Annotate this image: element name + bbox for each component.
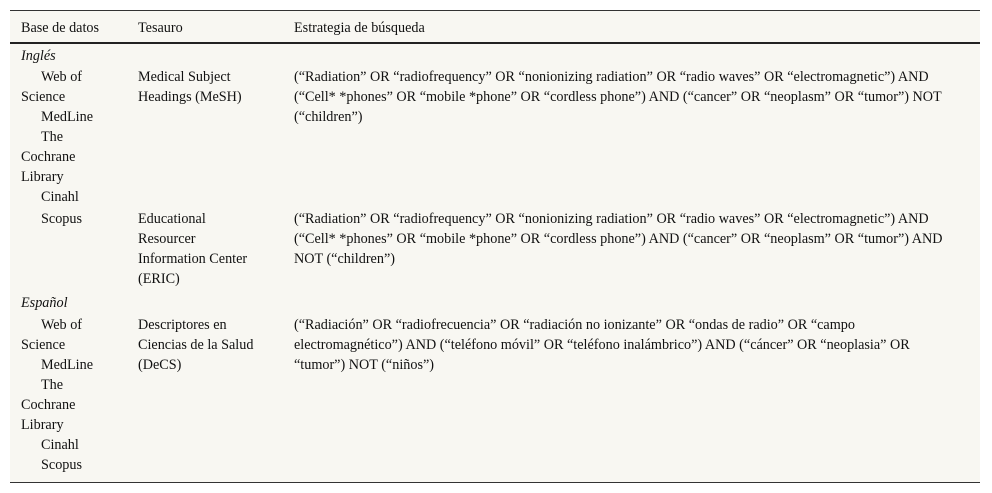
thesaurus-cell: Descriptores en Ciencias de la Salud (DeCS) bbox=[138, 317, 254, 373]
thesaurus-cell: Medical Subject Headings (MeSH) bbox=[138, 69, 242, 105]
strategy-cell: (“Radiación” OR “radiofrecuencia” OR “radiación no ionizante” OR “ondas de radio” OR “campo electromagnético”) AND (“teléfono móvil” OR “teléfono inalámbrico”) AND (“cáncer” OR “neoplasia” OR “tumor”) NOT (“niños”) bbox=[294, 317, 910, 373]
section-title-spanish: Español bbox=[21, 295, 68, 311]
database-name: Scopus bbox=[41, 457, 82, 473]
header-thesaurus: Tesauro bbox=[138, 20, 183, 36]
database-name: Library bbox=[21, 417, 64, 433]
database-name: Web of bbox=[41, 317, 83, 333]
database-name: MedLine bbox=[41, 109, 94, 125]
search-strategy-table bbox=[10, 10, 980, 483]
database-name: Cochrane bbox=[21, 397, 76, 413]
database-name: Cinahl bbox=[41, 189, 79, 205]
database-name: MedLine bbox=[41, 357, 94, 373]
header-database: Base de datos bbox=[21, 20, 100, 36]
database-list bbox=[21, 67, 121, 207]
database-name: Scopus bbox=[41, 211, 82, 227]
strategy-cell: (“Radiation” OR “radiofrequency” OR “nonionizing radiation” OR “radio waves” OR “electromagnetic”) AND (“Cell* *phones” OR “mobile *phone” OR “cordless phone”) AND (“cancer” OR “neoplasm” OR “tumor”) NOT (“children”) bbox=[294, 69, 942, 125]
database-name: The bbox=[41, 129, 64, 145]
database-name: Library bbox=[21, 169, 64, 185]
strategy-cell: (“Radiation” OR “radiofrequency” OR “nonionizing radiation” OR “radio waves” OR “electromagnetic”) AND (“Cell* *phones” OR “mobile *phone” OR “cordless phone”) AND (“cancer” OR “neoplasm” OR “tumor”) AND NOT (“children”) bbox=[294, 211, 943, 267]
database-name: The bbox=[41, 377, 64, 393]
header-strategy: Estrategia de búsqueda bbox=[294, 20, 425, 36]
thesaurus-cell: Educational Resourcer Information Center (ERIC) bbox=[138, 211, 248, 287]
section-title-english: Inglés bbox=[21, 48, 56, 64]
database-name: Cochrane bbox=[21, 149, 76, 165]
database-name: Science bbox=[21, 89, 66, 105]
database-list bbox=[21, 209, 121, 229]
table-header-row bbox=[10, 11, 980, 44]
database-list bbox=[21, 315, 121, 475]
database-name: Cinahl bbox=[41, 437, 79, 453]
database-name: Science bbox=[21, 337, 66, 353]
database-name: Web of bbox=[41, 69, 83, 85]
